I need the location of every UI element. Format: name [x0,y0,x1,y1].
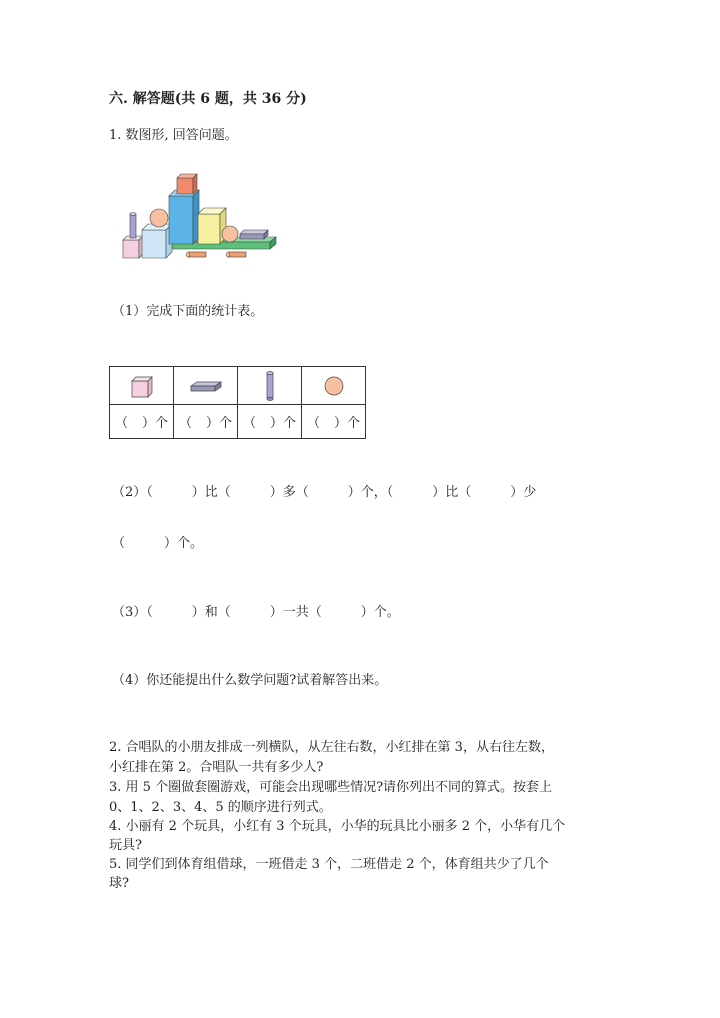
question-5-line-1: 5. 同学们到体育组借球，一班借走 3 个，二班借走 2 个，体育组共少了几个 [109,857,549,872]
lying-cylinder-right [226,252,246,257]
light-blue-cube [142,224,172,258]
question-3-line-1: 3. 用 5 个圈做套圈游戏，可能会出现哪些情况?请你列出不同的算式。按套上 [109,780,553,795]
pink-cube [123,236,143,258]
question-1-text: 1. 数图形, 回答问题。 [109,128,238,143]
cuboid-icon [188,376,224,396]
cylinder-icon [263,370,277,402]
table-icon-row [110,367,366,405]
sphere-top [150,209,168,227]
table-cell-cylinder [238,367,302,405]
table-cell-sphere [302,367,366,405]
question-3-line-2: 0、1、2、3、4、5 的顺序进行列式。 [109,800,332,815]
count-close: ）个 [206,416,233,431]
count-cell-cuboid [174,405,238,439]
tall-blue-cuboid [169,190,199,244]
yellow-cuboid [198,208,226,244]
lying-cylinder-left [186,252,206,257]
question-2-line-1: 2. 合唱队的小朋友排成一列横队，从左往右数，小红排在第 3，从右往左数， [109,740,554,755]
count-close: ）个 [270,416,297,431]
count-close: ）个 [142,416,169,431]
count-cell-cylinder [238,405,302,439]
question-4-line-1: 4. 小丽有 2 个玩具，小红有 3 个玩具，小华的玩具比小丽多 2 个，小华有几个 [109,819,566,834]
count-open: （ [306,416,320,431]
sub-question-2-line-2: （ ）个。 [112,536,204,551]
sub-question-1: （1）完成下面的统计表。 [112,304,264,319]
sphere-middle [222,226,238,242]
question-4-line-2: 玩具? [109,838,142,853]
cube-icon [128,372,156,400]
count-open: （ [242,416,256,431]
table-cell-cuboid [174,367,238,405]
sub-question-4: （4）你还能提出什么数学问题?试着解答出来。 [112,673,388,688]
count-close: ）个 [334,416,361,431]
question-2-line-2: 小红排在第 2。合唱队一共有多少人? [109,760,324,775]
section-title: 六. 解答题(共 6 题，共 36 分) [109,91,307,107]
table-cell-cube [110,367,174,405]
count-cell-sphere [302,405,366,439]
count-open: （ [114,416,128,431]
question-5-line-2: 球? [109,876,129,891]
purple-cylinder [130,213,136,239]
count-cell-cube [110,405,174,439]
table-count-row [110,405,366,439]
statistics-table [109,366,366,439]
shapes-figure [118,170,280,264]
sub-question-3: （3）（ ）和（ ）一共（ ）个。 [112,605,400,620]
count-open: （ [178,416,192,431]
orange-cube [177,174,197,194]
sub-question-2-line-1: （2）（ ）比（ ）多（ ）个，（ ）比（ ）少 [112,485,537,500]
flat-gray-box [240,230,268,239]
sphere-icon [322,374,346,398]
